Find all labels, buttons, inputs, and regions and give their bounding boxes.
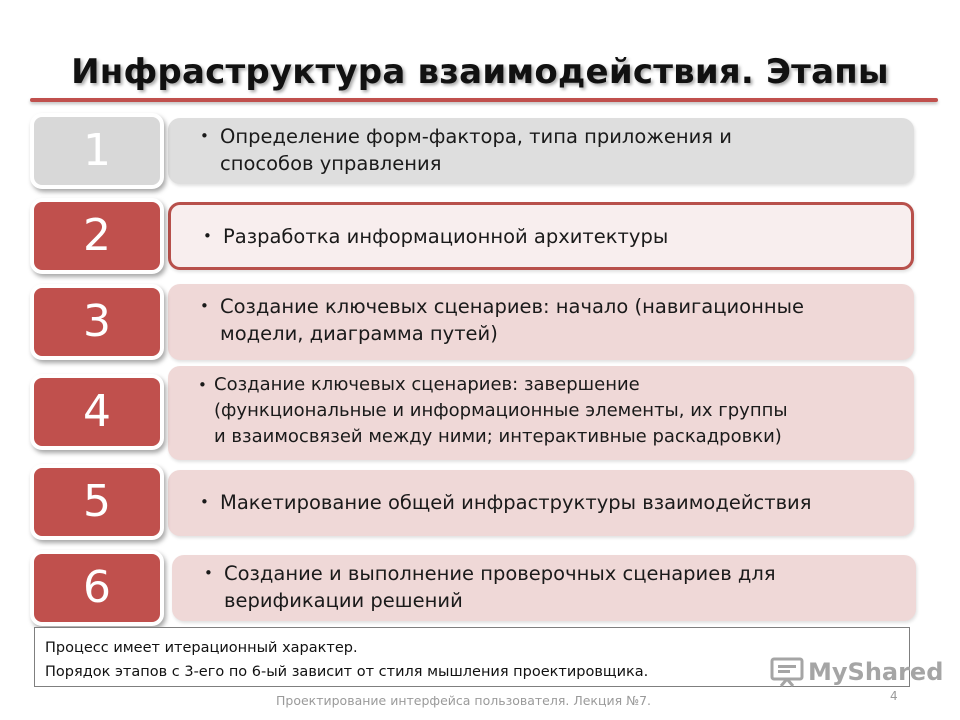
step-bar-5 [168,470,914,536]
note-line-2: Порядок этапов с 3-его по 6-ый зависит от стиля мышления проектировщика. [45,664,649,680]
step-6-line-1: Создание и выполнение проверочных сценариев для [224,562,776,585]
step-number-5: 5 [30,464,164,540]
step-bar-4 [168,366,914,460]
step-text-2 [203,223,895,250]
step-number-6: 6 [30,550,164,626]
step-1-line-1: Определение форм-фактора, типа приложения и [220,125,732,148]
bullet-icon: • [203,227,212,245]
step-4-line-3: и взаимосвязей между ними; интерактивные раскадровки) [214,426,782,447]
bullet-icon: • [200,493,209,511]
step-bar-2 [168,202,914,270]
bullet-icon: • [200,297,209,315]
note-line-1: Процесс имеет итерационный характер. [45,640,358,656]
step-text-4 [198,372,898,450]
slide-title: Инфраструктура взаимодействия. Этапы [71,52,889,92]
watermark-text: MyShared [808,658,944,686]
step-2-line-1: Разработка информационной архитектуры [223,225,669,248]
watermark-logo [770,657,943,687]
step-number-3: 3 [30,284,164,360]
step-number-4: 4 [30,374,164,450]
step-text-1 [200,123,898,177]
presentation-icon [770,657,804,687]
page-number: 4 [890,689,898,703]
slide-footer: Проектирование интерфейса пользователя. Лекция №7. [276,693,652,708]
step-text-3 [200,293,898,347]
step-6-line-2: верификации решений [224,589,463,612]
bullet-icon: • [200,127,209,145]
step-3-line-1: Создание ключевых сценариев: начало (навигационные [220,295,804,318]
step-4-line-2: (функциональные и информационные элементы, их группы [214,400,788,421]
step-1-line-2: способов управления [220,152,442,175]
step-number-2: 2 [30,198,164,274]
step-3-line-2: модели, диаграмма путей) [220,322,498,345]
step-bar-3 [168,284,914,360]
title-underline [30,98,938,102]
step-number-1: 1 [30,113,164,189]
bullet-icon: • [198,376,207,394]
step-text-6 [204,560,900,614]
step-text-5 [200,489,898,516]
step-bar-1 [168,118,914,184]
step-bar-6 [172,555,916,621]
step-4-line-1: Создание ключевых сценариев: завершение [214,374,640,395]
bullet-icon: • [204,564,213,582]
step-5-line-1: Макетирование общей инфраструктуры взаимодействия [220,491,812,514]
